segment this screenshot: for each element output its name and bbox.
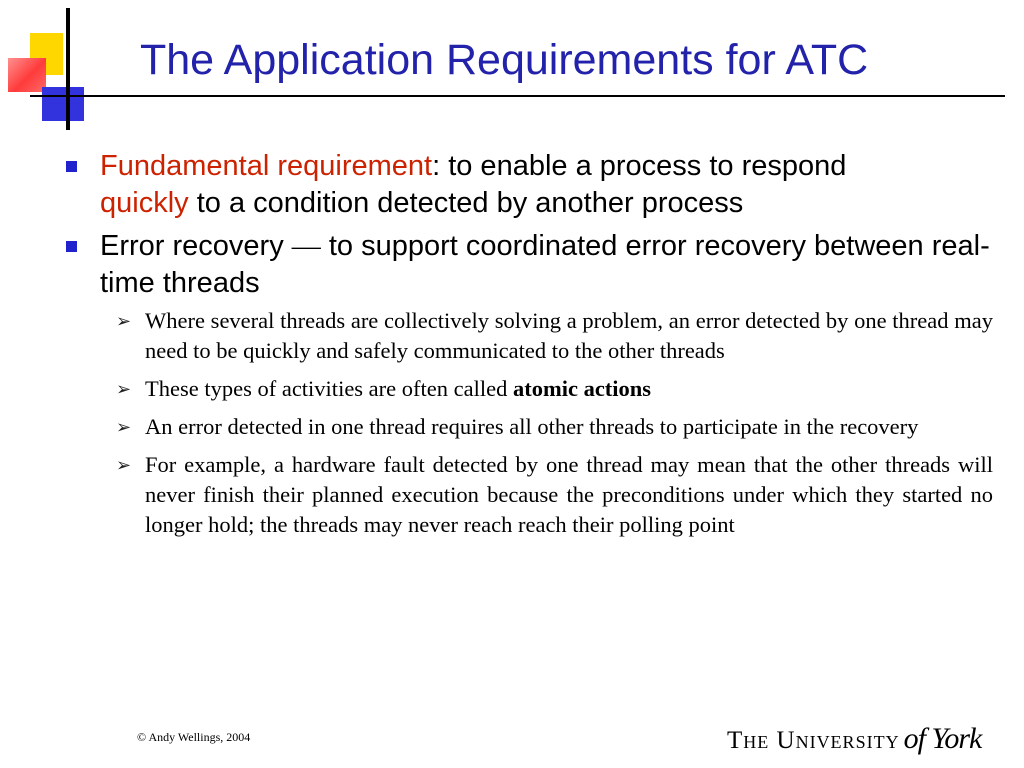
logo-vertical-line (66, 8, 70, 130)
bullet-text: : to enable a process to respond (432, 150, 847, 182)
arrow-bullet-icon: ➢ (116, 379, 132, 399)
bullet-fundamental-requirement (60, 148, 1000, 222)
logo-university-text: The University (727, 727, 900, 754)
subbullet-item (116, 306, 993, 366)
bullet-text: to a condition detected by another process (188, 187, 744, 219)
subbullet-item (116, 450, 993, 540)
university-logo (727, 722, 981, 756)
square-bullet-icon (66, 161, 77, 172)
subbullet-bold-term: atomic actions (512, 376, 652, 401)
title-underline (30, 95, 1005, 97)
slide-content (60, 148, 1000, 548)
highlight-quickly: quickly (100, 187, 189, 219)
subbullet-item (116, 412, 993, 442)
subbullet-text: Where several threads are collectively solving a problem, an error detected by one thread may need to be quickly and safely communicated to the other threads (145, 308, 993, 363)
arrow-bullet-icon: ➢ (116, 417, 132, 437)
subbullet-text: These types of activities are often called (145, 376, 513, 401)
subbullet-text: An error detected in one thread requires all other threads to participate in the recovery (145, 414, 919, 439)
slide-title: The Application Requirements for ATC (140, 36, 869, 84)
logo-york-text: of York (903, 722, 982, 755)
arrow-bullet-icon: ➢ (116, 311, 132, 331)
bullet-error-recovery (60, 228, 1000, 302)
bullet-text: to support coordinated error recovery between real-time threads (100, 230, 990, 299)
logo-red-square (8, 58, 46, 92)
highlight-fundamental-requirement: Fundamental requirement (100, 150, 433, 182)
subbullet-text: For example, a hardware fault detected by one thread may mean that the other threads will never finish their planned execution because the preconditions under which they started no longer hold; the threads may never reach reach their polling point (145, 452, 993, 537)
logo-blue-square (42, 87, 84, 121)
footer-copyright: © Andy Wellings, 2004 (137, 730, 251, 744)
square-bullet-icon (66, 241, 77, 252)
em-dash: — (291, 230, 321, 262)
arrow-bullet-icon: ➢ (116, 455, 132, 475)
bullet-text: Error recovery (100, 230, 292, 262)
subbullet-item (116, 374, 993, 404)
